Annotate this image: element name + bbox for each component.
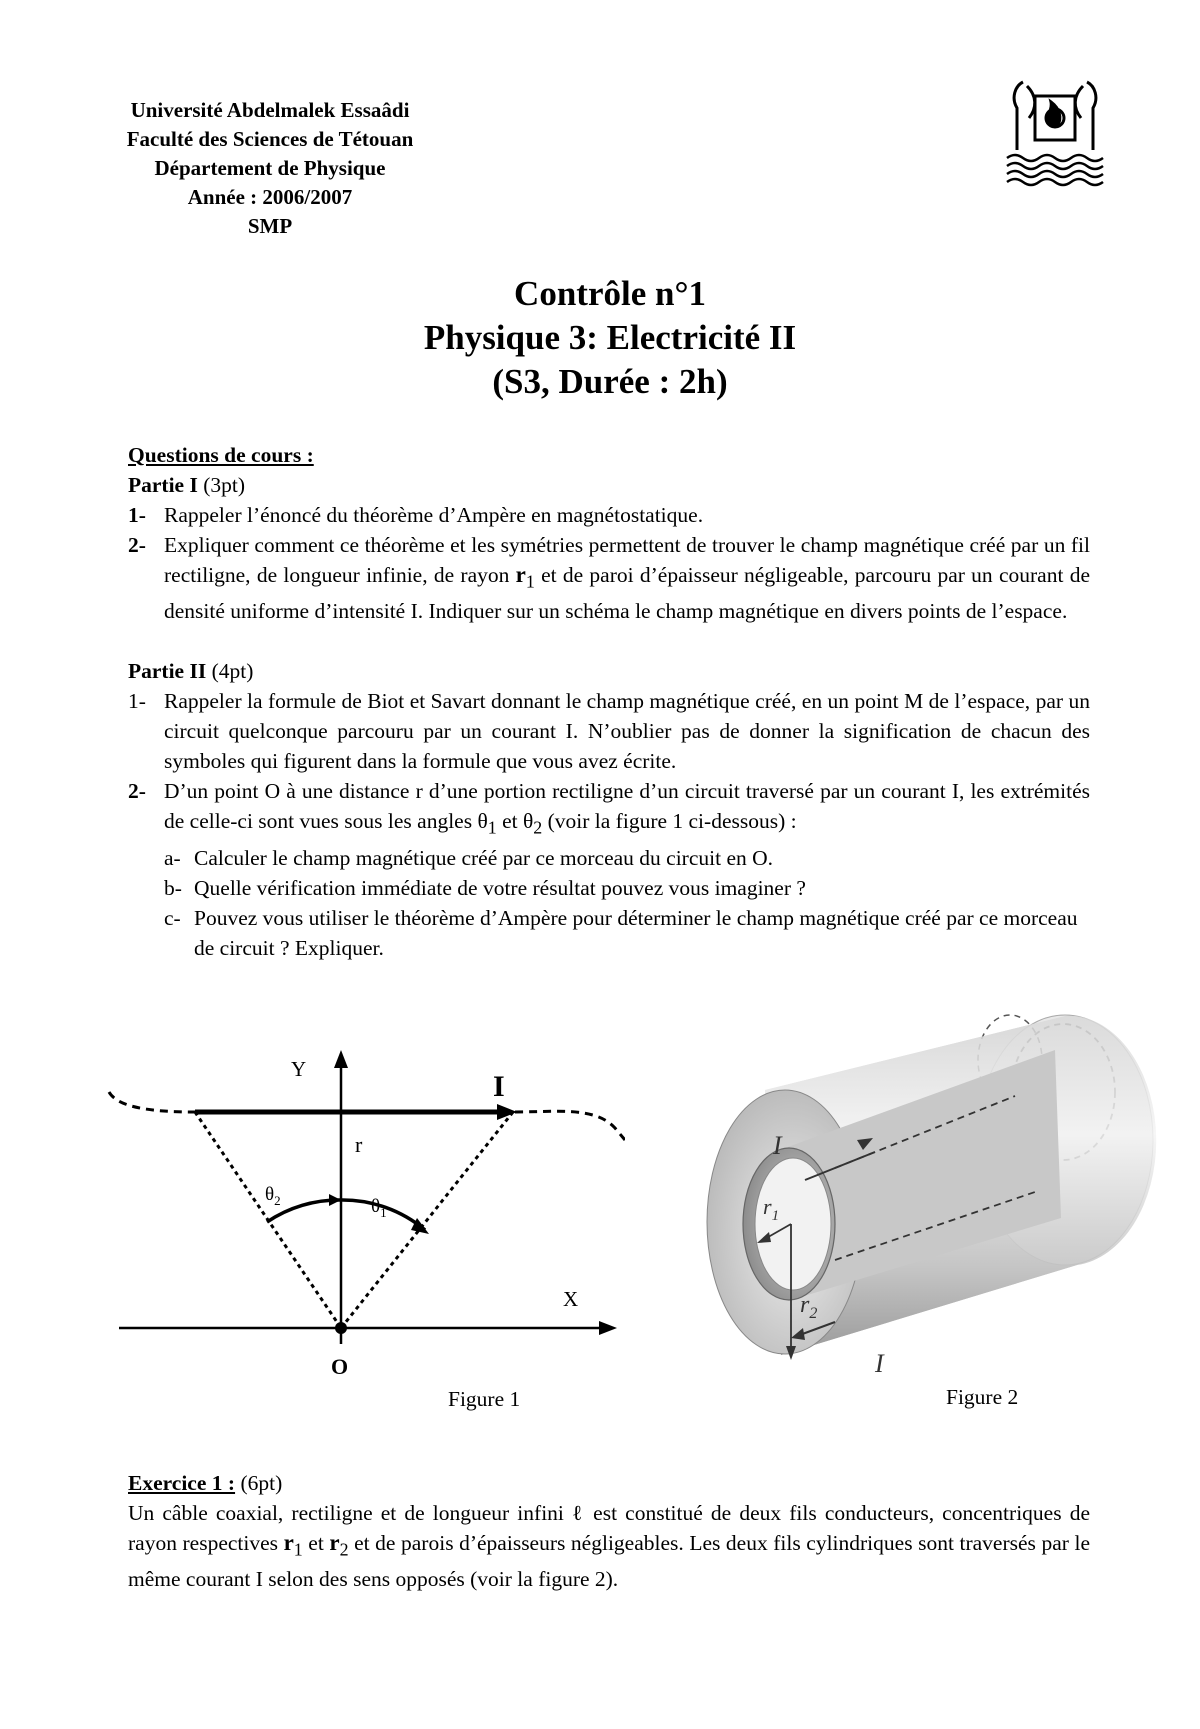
figure-1-caption: Figure 1 [448, 1387, 521, 1411]
exercise-text-part: et [302, 1531, 330, 1555]
wire-dashed-left [109, 1092, 195, 1112]
subquestion-c [164, 903, 1090, 963]
question-number: 1- [128, 503, 146, 527]
exercise-1 [128, 1468, 1090, 1594]
figure-1 [105, 1040, 625, 1385]
part1-question-2 [128, 530, 1090, 626]
part1-label: Partie I [128, 473, 198, 497]
origin-point [335, 1322, 347, 1334]
title-line-1: Contrôle n°1 [514, 274, 706, 313]
x-axis-arrow [599, 1321, 617, 1335]
theta2-arc-arrow [329, 1194, 341, 1206]
part2-question-1 [128, 686, 1090, 776]
department-name: Département de Physique [154, 156, 386, 180]
subquestion-text: Calculer le champ magnétique créé par ce morceau du circuit en O. [194, 845, 774, 870]
question-text [164, 530, 1090, 626]
outer-current-label: I [875, 1349, 884, 1378]
subquestion-letter: c- [164, 905, 181, 930]
subquestion-text: Quelle vérification immédiate de votre résultat pouvez vous imaginer ? [194, 875, 806, 900]
part1-heading [128, 470, 1090, 500]
theta2-label: $\theta_2$ [265, 1184, 281, 1208]
question-number: 2- [128, 533, 146, 557]
r2-label: $r_2$ [800, 1292, 818, 1322]
exercise-1-text [128, 1498, 1090, 1594]
question-text: Rappeler l’énoncé du théorème d’Ampère en magnétostatique. [164, 503, 704, 527]
part1-points: (3pt) [203, 473, 246, 497]
question-text-part: et de paroi d’épaisseur négligeable, parcouru par un courant de densité uniforme d’intensité I. Indiquer sur un schéma le champ magnétique en divers points de l’espace. [164, 563, 1090, 624]
figure-2 [685, 1010, 1165, 1385]
university-name: Université Abdelmalek Essaâdi [130, 98, 410, 122]
part2-question-2 [128, 776, 1090, 842]
radius-symbol: r [283, 1530, 294, 1555]
radius-subscript: 1 [293, 1539, 303, 1560]
theta2-subscript: 2 [533, 817, 543, 838]
exercise-text-part: Un câble coaxial, rectiligne et de longueur infini ℓ est constitué de deux fils conducteurs, concentriques de rayon respectives [128, 1501, 1090, 1555]
radius-symbol: r [329, 1530, 340, 1555]
question-number: 1- [128, 689, 146, 714]
sight-line-right [341, 1112, 513, 1328]
y-axis-label: Y [291, 1057, 307, 1081]
radius-symbol: r [515, 562, 526, 587]
r1-label: $r_1$ [763, 1194, 780, 1224]
exercise-1-heading [128, 1468, 1090, 1498]
figure-2-caption: Figure 2 [946, 1385, 1019, 1409]
questions-heading: Questions de cours : [128, 443, 314, 467]
question-number: 2- [128, 779, 146, 804]
question-text-part: (voir la figure 1 ci-dessous) : [542, 809, 797, 834]
program-name: SMP [247, 214, 293, 238]
part1-question-1 [128, 500, 1090, 530]
distance-r-label: r [355, 1132, 363, 1157]
part2-heading [128, 656, 1090, 686]
part2-points: (4pt) [211, 659, 254, 684]
institution-header [80, 96, 460, 241]
x-axis-label: X [563, 1287, 579, 1311]
subquestion-text: Pouvez vous utiliser le théorème d’Ampère pour déterminer le champ magnétique créé par ce morceau de circuit ? Expliquer. [194, 905, 1078, 960]
theta1-label: $\theta_1$ [371, 1196, 387, 1220]
title-line-2: Physique 3: Electricité II [423, 318, 797, 357]
origin-label: O [331, 1354, 349, 1379]
question-text-part: D’un point O à une distance r d’une portion rectiligne d’un circuit traversé par un courant I, les extrémités de celle-ci sont vues sous les angles θ [164, 779, 1090, 834]
subquestion-b [164, 873, 1090, 903]
exercise-1-title: Exercice 1 : [128, 1471, 236, 1495]
question-text-part: Expliquer comment ce théorème et les symétries permettent de trouver le champ magnétique créé par un fil rectiligne, de longueur infinie, de rayon [164, 533, 1090, 587]
wire-dashed-right [515, 1111, 625, 1140]
course-questions [128, 440, 1090, 963]
y-axis-arrow [334, 1050, 348, 1068]
exercise-text-part: et de parois d’épaisseurs négligeables. Les deux fils cylindriques sont traversés par le même courant I selon des sens opposés (voir la figure 2). [128, 1531, 1090, 1592]
inner-front-face-rim [755, 1158, 831, 1290]
question-text: Rappeler la formule de Biot et Savart donnant le champ magnétique créé, en un point M de l’espace, par un circuit quelconque parcouru par un courant I. N’oublier pas de donner la signification de chacun des symboles qui figurent dans la formule que vous avez écrite. [164, 689, 1090, 774]
exam-title [250, 272, 970, 404]
current-label: I [493, 1070, 505, 1103]
radius-subscript: 1 [525, 571, 535, 592]
university-logo [1005, 78, 1105, 193]
faculty-name: Faculté des Sciences de Tétouan [126, 127, 414, 151]
radius-subscript: 2 [339, 1539, 349, 1560]
title-line-3: (S3, Durée : 2h) [492, 362, 728, 401]
part2-label: Partie II [128, 659, 207, 684]
subquestion-a [164, 843, 1090, 873]
question-text [164, 776, 1090, 842]
inner-current-label: I [773, 1131, 782, 1160]
academic-year: Année : 2006/2007 [187, 185, 353, 209]
subquestion-letter: b- [164, 875, 182, 900]
subquestion-letter: a- [164, 845, 181, 870]
question-text-part: et θ [496, 809, 534, 834]
exercise-1-points: (6pt) [240, 1471, 283, 1495]
theta1-subscript: 1 [487, 817, 497, 838]
